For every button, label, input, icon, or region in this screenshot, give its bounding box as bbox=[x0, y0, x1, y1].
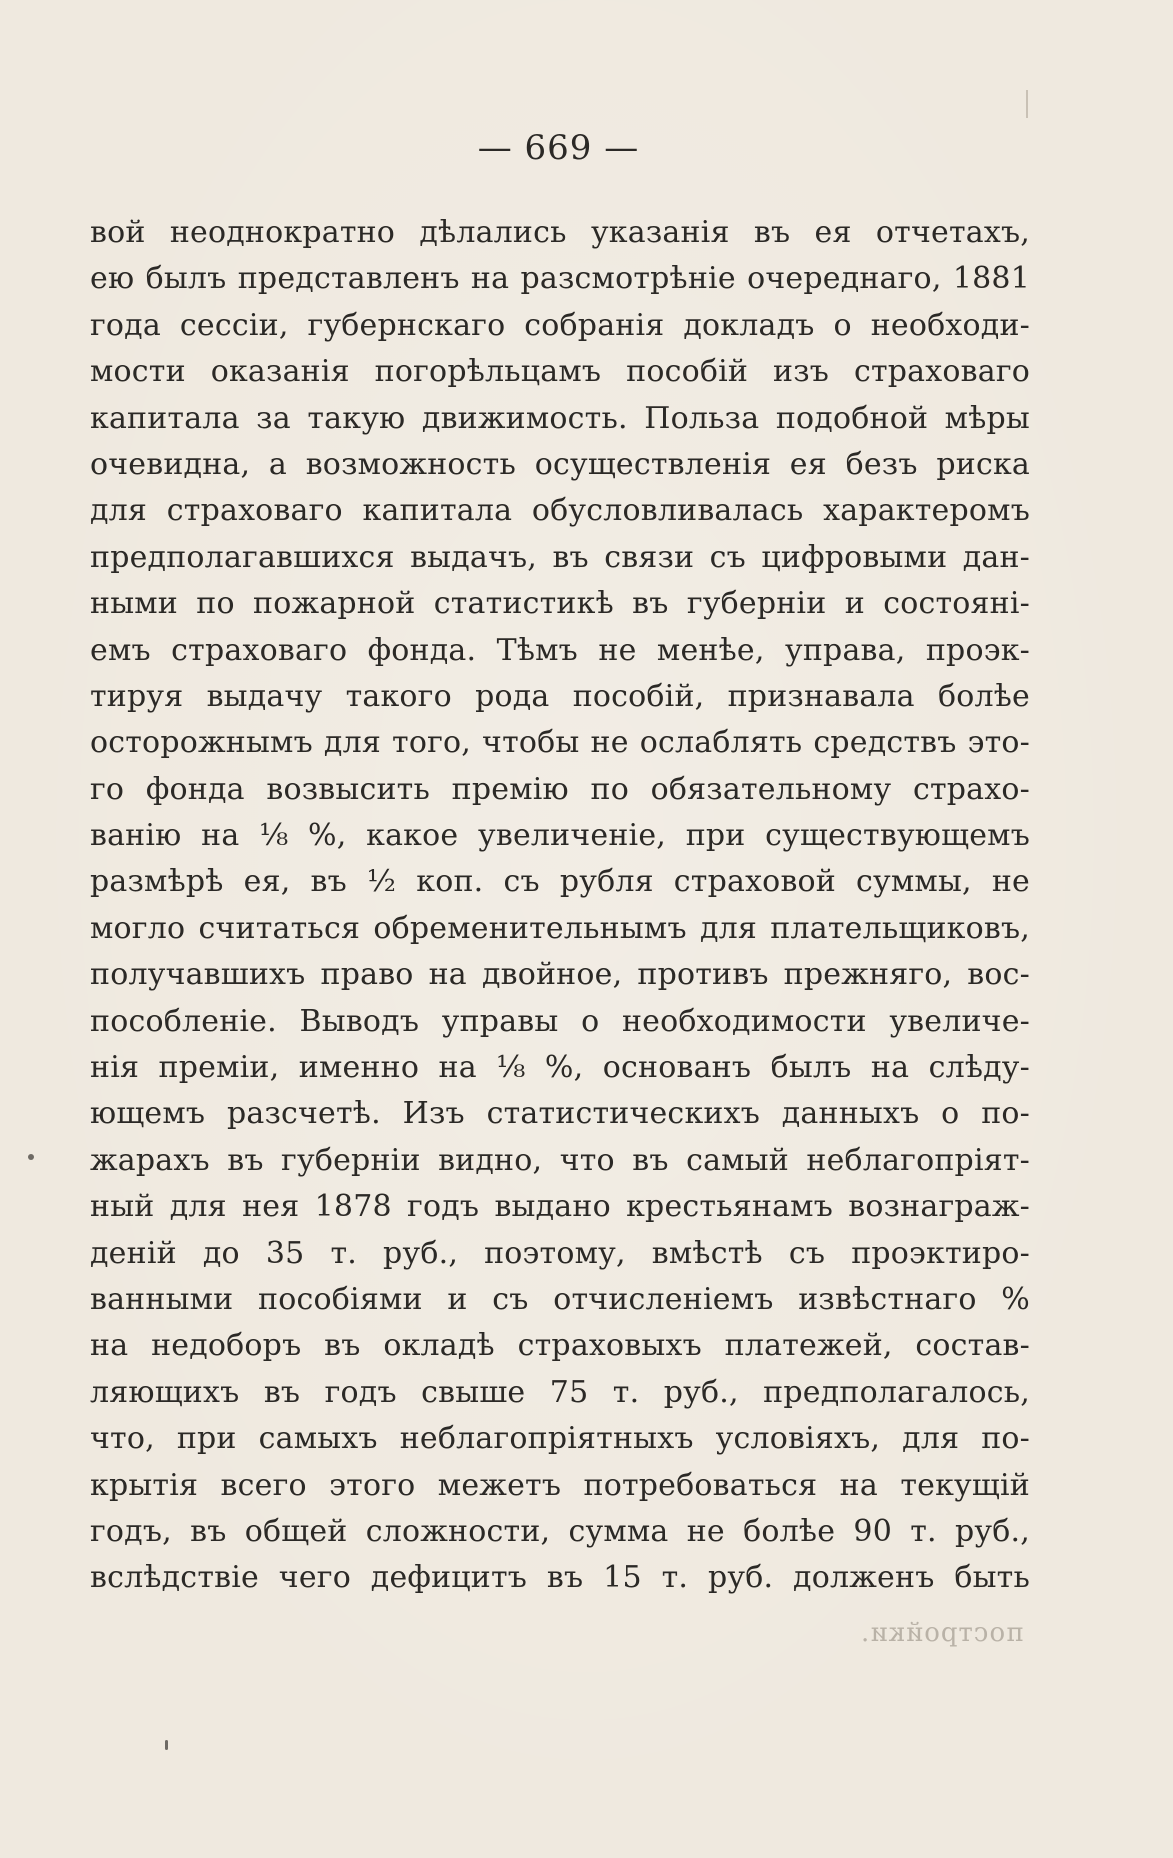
text-line: тируя выдачу такого рода пособій, признавала болѣе bbox=[90, 678, 1030, 714]
text-line: очевидна, а возможность осуществленія ея безъ риска bbox=[90, 446, 1030, 482]
text-line: пособленіе. Выводъ управы о необходимости увеличе- bbox=[90, 1003, 1030, 1039]
page-edge-mark bbox=[1026, 90, 1028, 118]
text-line: годъ, въ общей сложности, сумма не болѣе 90 т. руб., bbox=[90, 1513, 1030, 1549]
text-line: деній до 35 т. руб., поэтому, вмѣстѣ съ проэктиро- bbox=[90, 1235, 1030, 1271]
ink-speck bbox=[165, 1740, 168, 1750]
text-line: го фонда возвысить премію по обязательному страхо- bbox=[90, 771, 1030, 807]
text-line: года сессіи, губернскаго собранія докладъ о необходи- bbox=[90, 307, 1030, 343]
text-line: получавшихъ право на двойное, противъ прежняго, вос- bbox=[90, 957, 1030, 993]
text-line: осторожнымъ для того, чтобы не ослаблять средствъ это- bbox=[90, 725, 1030, 761]
text-line: капитала за такую движимость. Польза подобной мѣры bbox=[90, 400, 1030, 436]
text-line: ванными пособіями и съ отчисленіемъ извѣстнаго % bbox=[90, 1281, 1030, 1317]
text-line: крытія всего этого межетъ потребоваться на текущій bbox=[90, 1467, 1030, 1503]
text-line: жарахъ въ губерніи видно, что въ самый неблагопріят- bbox=[90, 1142, 1030, 1178]
text-line: предполагавшихся выдачъ, въ связи съ цифровыми дан- bbox=[90, 539, 1030, 575]
text-line: вой неоднократно дѣлались указанія въ ея отчетахъ, bbox=[90, 215, 1030, 250]
text-line: ванію на ⅛ %, какое увеличеніе, при существующемъ bbox=[90, 818, 1030, 854]
text-line: ными по пожарной статистикѣ въ губерніи и состояні- bbox=[90, 586, 1030, 622]
bleed-through-text: постройки. bbox=[860, 1618, 1024, 1648]
text-line: ею былъ представленъ на разсмотрѣніе очереднаго, 1881 bbox=[90, 261, 1030, 297]
text-line: ный для нея 1878 годъ выдано крестьянамъ вознаграж- bbox=[90, 1189, 1030, 1225]
text-line: емъ страховаго фонда. Тѣмъ не менѣе, управа, проэк- bbox=[90, 632, 1030, 668]
page-number: — 669 — bbox=[477, 128, 640, 168]
text-line: могло считаться обременительнымъ для плательщиковъ, bbox=[90, 910, 1030, 946]
text-line: ляющихъ въ годъ свыше 75 т. руб., предполагалось, bbox=[90, 1374, 1030, 1410]
text-line: вслѣдствіе чего дефицитъ въ 15 т. руб. долженъ быть bbox=[90, 1560, 1030, 1596]
text-line: размѣрѣ ея, въ ½ коп. съ рубля страховой суммы, не bbox=[90, 864, 1030, 900]
text-line: ющемъ разсчетѣ. Изъ статистическихъ данныхъ о по- bbox=[90, 1096, 1030, 1132]
ink-speck bbox=[28, 1154, 34, 1160]
text-line: на недоборъ въ окладѣ страховыхъ платежей, состав- bbox=[90, 1328, 1030, 1364]
text-line: для страховаго капитала обусловливалась характеромъ bbox=[90, 493, 1030, 529]
body-text bbox=[90, 210, 1030, 1602]
text-line: нія преміи, именно на ⅛ %, основанъ былъ на слѣду- bbox=[90, 1050, 1030, 1086]
text-line: что, при самыхъ неблагопріятныхъ условіяхъ, для по- bbox=[90, 1421, 1030, 1457]
text-line: мости оказанія погорѣльцамъ пособій изъ страховаго bbox=[90, 354, 1030, 390]
